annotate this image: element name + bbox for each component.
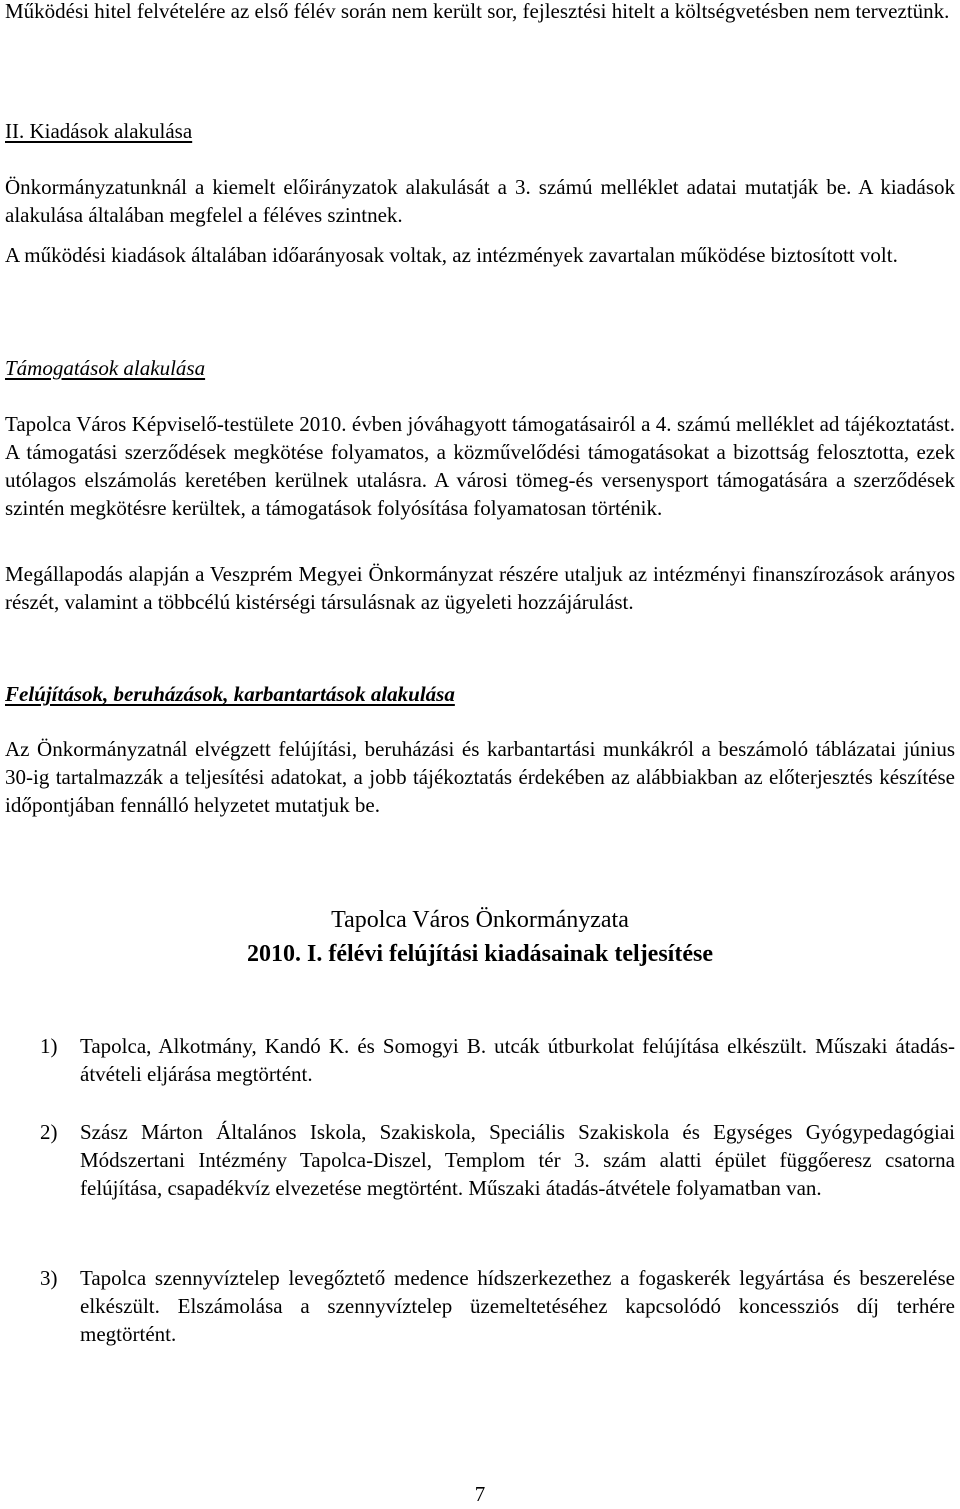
list-item — [40, 1032, 955, 1088]
list-item-text: Szász Márton Általános Iskola, Szakiskola, Speciális Szakiskola és Egységes Gyógypedagógiai Módszertani Intézmény Tapolca-Diszel, Templom tér 3. szám alatti épület függőeresz csatorna felújítása, csapadékvíz elvezetése megtörtént. Műszaki átadás-átvétele folyamatban van. — [80, 1120, 955, 1200]
list-item — [40, 1264, 955, 1348]
list-item-number: 2) — [40, 1120, 58, 1144]
list-item-text: Tapolca, Alkotmány, Kandó K. és Somogyi B. utcák útburkolat felújítása elkészült. Műszaki átadás-átvételi eljárása megtörtént. — [80, 1034, 955, 1086]
paragraph-renovations: Az Önkormányzatnál elvégzett felújítási, beruházási és karbantartási munkákról a beszámoló táblázatai június 30-ig tartalmazzák a teljesítési adatokat, a jobb tájékoztatás érdekében az alábbiakban az előterjesztés készítése időpontjában fennálló helyzetet mutatjuk be. — [5, 737, 955, 817]
paragraph-support: Tapolca Város Képviselő-testülete 2010. évben jóváhagyott támogatásairól a 4. számú melléklet ad tájékoztatást. A támogatási szerződések megkötése folyamatos, a közművelődési támogatásokat a bizottság felosztotta, ezek utólagos elszámolás keretében kerülnek utalásra. A városi tömeg-és versenysport támogatására a szerződések szintén megkötésre kerültek, a támogatások folyósítása folyamatosan történik. — [5, 412, 955, 520]
page-number: 7 — [474, 1482, 486, 1506]
list-item-number: 3) — [40, 1266, 58, 1290]
paragraph-credit: Működési hitel felvételére az első félév során nem került sor, fejlesztési hitelt a költségvetésben nem terveztünk. — [5, 0, 950, 23]
list-item-number: 1) — [40, 1034, 58, 1058]
paragraph-expenses-overview: Önkormányzatunknál a kiemelt előirányzatok alakulását a 3. számú melléklet adatai mutatják be. A kiadások alakulása általában megfelel a féléves szintnek. — [5, 175, 955, 227]
paragraph-operating-expenses: A működési kiadások általában időarányosak voltak, az intézmények zavartalan működése biztosított volt. — [5, 243, 898, 267]
report-title-line2: 2010. I. félévi felújítási kiadásainak teljesítése — [247, 941, 713, 967]
section-heading-support: Támogatások alakulása — [5, 356, 206, 380]
section-heading-renovations: Felújítások, beruházások, karbantartások alakulása — [5, 682, 455, 706]
list-item-text: Tapolca szennyvíztelep levegőztető medence hídszerkezethez a fogaskerék legyártása és beszerelése elkészült. Elszámolása a szennyvíztelep üzemeltetéséhez kapcsolódó koncessziós díj terhére megtörtént. — [80, 1266, 955, 1346]
paragraph-agreement: Megállapodás alapján a Veszprém Megyei Önkormányzat részére utaljuk az intézményi finanszírozások arányos részét, valamint a többcélú kistérségi társulásnak az ügyeleti hozzájárulást. — [5, 562, 955, 614]
list-item — [40, 1118, 955, 1202]
section-heading-expenses: II. Kiadások alakulása — [5, 119, 193, 143]
report-title-line1: Tapolca Város Önkormányzata — [331, 907, 629, 933]
